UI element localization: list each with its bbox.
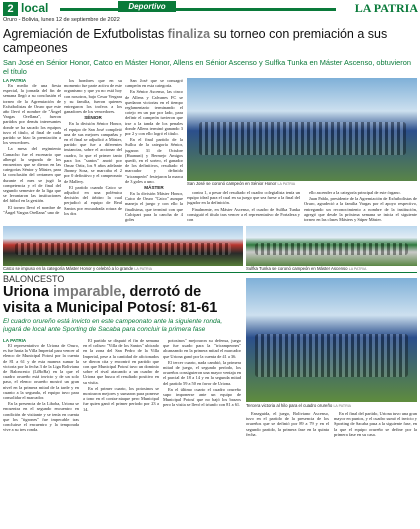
story1-column-5: ello ascender a la categoría principal de este órgano. Juan Pablo, presidente de la Agremiación de Exfutbolistas de Oruro, agradeció a la familia Vargas por el apoyo respectivo, entregando un reconocimiento a nombre de la institución, agregó que desde la próxima semana se inicia el siguiente torneo en las clases Másters y Súper Máster. [304,190,417,223]
story1-column-2: los hombres que en su momento fue parte activa de este organismo y que ya no está hoy con nosotros, bajo Cesar Vergara y su familia, fueron quienes entregaron los trofeos a los ganadores de los vencedores. SÉNIOR En la división Sénior Honor, el equipo de San José completó una de sus mejores campañas y en el final se adjudicó a Máster, partido que fue a diferentes instancias, sobre el accionar del cuadro, lo que el primer tanto para los "santos" anotó por Omar Ortiz, los 9 años adelante Jhonny Sosa, se marcaba el 2 por 0 definitivo y el campeonato de Mallery. El partido cuando Catco se adjudicó en una polémica decisión del árbitro la cual perjudicó al equipo de Real Santos por encuadrada rotura de los dos [64,78,122,216]
section-label: local [21,1,49,15]
newspaper-logo: LA PATRIA [354,1,418,15]
photo1-caption: San José se coronó campeón en Sénior Honor LA PATRIA [187,181,417,188]
story1-byline: LA PATRIA [3,78,27,83]
photo3-caption: Sulfka Tunka se coronó campeón en Máster Ascenso LA PATRIA [246,266,417,272]
story1-subtitle: San José en Sénior Honor, Catco en Máster Honor, Allens en Sénior Ascenso y Sulfka Tunka en Máster Ascenso, obtuvieron el título [3,58,411,76]
photo4-caption: Tercera victoria al hilo para el cuadro orureño LA PATRIA [246,403,417,409]
story1-column-1: LA PATRIA En medio de una fiesta especial, la jornada del fin de semana llegó a su conclusión el torneo de la Agremiación de Exfutbolistas de Oruro que este año llevó el nombre de "Ángel Vargas Orellana", fueron partidos por demás interesantes donde se ha sacado los equipos tuvo el título, al final de cada partido se hizo la premiación a los vencedores. La mesa del regimiento Camacho fue el escenario que albergó la segunda de los encuentros que se dieron en las categorías Sénior y Máster, para la conclusión del certamen que durante el mes se jugó la competencia y el de final del segundo semestre de la liga que se levantaron las instituciones del fútbol en la gestión. El torneo llevó el nombre de "Ángel Vargas Orellana" uno de [3,78,61,215]
story1-column-4: contra 1, a pesar del resultado el cuadro colegialista tenía un equipo ideal para el cual en su juego que sea fuese a la final del jugador en la definición. Finalmente, en Máster Ascenso, el cuadro de Sulfka Tunka consiguió el título tras vencer a el representativo de Fortaleza y con [187,190,300,223]
section-divider [3,272,417,273]
story2-column-5: En el final del partido, Uriona tuvo una gran mayor en puntos, y el cuadro sumó el invicto y Sporting de Sacaba pasa a la siguiente fase, en la que el equipo orureño se define por la primera fase en su casa. [334,411,417,437]
story2-kicker: BALONCESTO [3,274,65,284]
story1-title: Agremiación de Exfutbolistas finaliza su torneo con premiación a sus campeones [3,27,388,55]
photo-catco [3,226,243,268]
photo2-caption: Catco se impuso en la categoría Máster Honor y celebró a lo grande LA PATRIA [3,266,243,272]
photo-sulfka-tunka [246,226,417,268]
photo-uriona-team [246,278,417,402]
story2-byline: LA PATRIA [3,338,27,343]
supplement-badge: Deportivo [118,1,176,12]
header-rule [60,8,118,11]
photo-san-jose [187,78,417,188]
header-rule-right [176,8,336,11]
page-header [0,0,420,26]
story2-column-2: El partido se disputó el fin de semana en el coliseo "Villa de los Santos" ubicado en la zona del San Pedro de la Villa Imperial, pese a la cantidad de aficionados se dieron cita y encontró en partido que con que Municipal Potosí tuvo un dominio sobre el rival atacando a un cuadro de Uriona que busca el resultado positivo en su visita. En el primer cuarto, los potosinos se mostraron mejores y sumaron para ponerse a tono en el contra-ataque pero Municipal fue quien ganó el primer período por 23 a 14. [83,338,159,412]
story1-column-3: San José que se consagró campeón en esta categoría. En Sénior Ascenso, las cinco de Allens y Calvanes FC se quedaron victorias en el tiempo reglamentario terminando el cotejo en un par por lado, para definir el campeón tuvieron que irse a la tanda de los penales donde Allens terminó ganando 3 por 2 y con ello logró el título. En el final partido de la Sullca de la categoría Sénior, jugaron 31 de Octubre (Huanuni) y Bermejo Amigos quedó, en el sorteo, el ganador de los definitivos, resultado el marcador y definido "tricampeón" festejaron la marca de 3 goles a uno. MÁSTER En la división Máster Honor, Catco de Oruro "Catco" aunque maneja el juego y con ello la finalísima, que terminó con que Calcipart para la cancha de 4 goles [125,78,183,223]
story2-column-3: potosinos" mejoraron su defensa, juego que fue usado para la "tricampeones" alcanzando en la primera mitad el marcador que Uriona ganó por la cuenta de 41 a 36. El tercer cuarto, nada cambió, la primera mitad de juego, el segundo período, los orureños consiguieron una mayor ventaja en el parcial de 18 a 14 y en la segunda mitad del partido 59 a 50 en favor de Uriona. En el último cuarto el cuadro orureño supo imponerse ante un equipo de Municipal Potosí que no bajó los brazos pero la visita se llevó el triunfo con 81 a 61. [163,338,241,408]
dateline: Oruro - Bolivia, lunes 12 de septiembre de 2022 [3,17,120,23]
story2-title: Uriona imparable, derrotó de visita a Municipal Potosí: 81-61 [3,285,218,316]
story2-subtitle: El cuadro orureño está invicto en este campeonato ante la siguiente ronda, jugará de local ante Sporting de Sacaba para concluir la primera fase [3,318,223,333]
story2-column-1: LA PATRIA El representativo de Uriona de Oruro, es fue hasta la Villa Imperial para vencer al elenco de Municipal Potosí por la cuenta de 81 a 61 y de esta manera sumar la victoria por la fecha 3 de la Liga Boliviana de Baloncesto (LiBoBa) en la que el cuadro orureño está invicto y de un solo paso, el elenco orureño mostró un gran nivel en la primera mitad de la tarde y en cuanto a la segunda, el equipo tuvo para consolidar el marcador. En la presencia de la Liboba, Uriona se encuentra en el segundo encuentro en condición de visitante y se tenía en cuenta que los "tigrones" fue impecable tras concluirse el encuentro y la temporada vive a su tres ronda. [3,338,79,433]
story2-column-4: Enseguida, el juego, Boliviano Ascenso, tuvo en el partido de la presencia de los orureños que se definió por 89 a 79 y en el segundo partido, la primera fase en la quinta fecha. [246,411,329,437]
page-number: 2 [3,2,18,16]
